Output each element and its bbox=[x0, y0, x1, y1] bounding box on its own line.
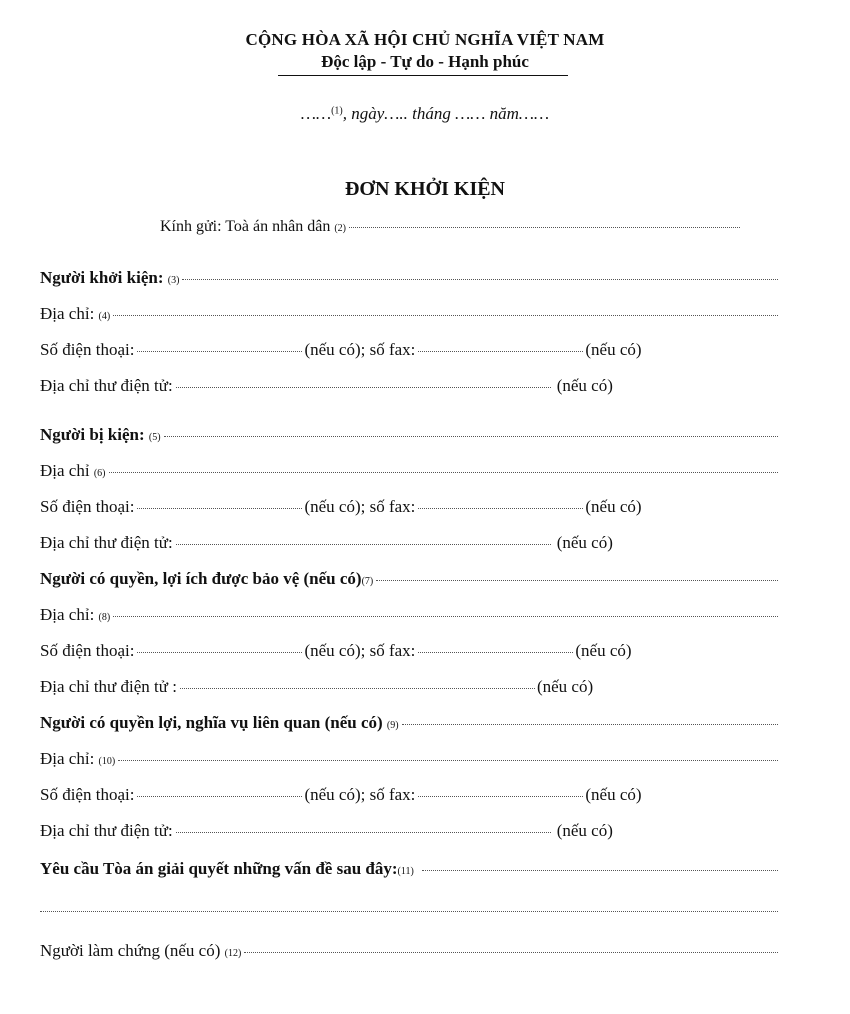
motto-underline bbox=[278, 75, 568, 76]
witness-label: Người làm chứng (nếu có) bbox=[40, 941, 221, 960]
related-party-address-field[interactable] bbox=[118, 760, 778, 761]
related-party-phone-label: Số điện thoại: bbox=[40, 785, 135, 804]
plaintiff-name-row: Người khởi kiện: (3) bbox=[40, 268, 778, 294]
plaintiff-address-field[interactable] bbox=[113, 315, 778, 316]
defendant-fax-suffix: (nếu có) bbox=[585, 497, 642, 516]
related-party-email-row bbox=[40, 821, 778, 847]
protected-party-phone-suffix: (nếu có); số fax: bbox=[304, 641, 416, 660]
national-motto: Độc lập - Tự do - Hạnh phúc bbox=[321, 52, 529, 71]
addressee-line: Kính gửi: Toà án nhân dân (2) bbox=[160, 218, 740, 244]
protected-party-phone-row bbox=[40, 641, 778, 667]
defendant-address-field[interactable] bbox=[109, 472, 779, 473]
request-field[interactable] bbox=[422, 870, 778, 871]
defendant-phone-label: Số điện thoại: bbox=[40, 497, 135, 516]
protected-party-address-field[interactable] bbox=[113, 616, 778, 617]
protected-party-email-row bbox=[40, 677, 778, 703]
addressee-field[interactable] bbox=[349, 227, 740, 228]
protected-party-address-row: Địa chỉ: (8) bbox=[40, 605, 778, 631]
defendant-email-label: Địa chỉ thư điện tử: bbox=[40, 533, 173, 552]
date-line bbox=[0, 104, 850, 124]
protected-party-phone-label: Số điện thoại: bbox=[40, 641, 135, 660]
protected-party-name-field[interactable] bbox=[376, 580, 778, 581]
protected-party-address-label: Địa chỉ: bbox=[40, 605, 95, 624]
plaintiff-address-label: Địa chỉ: bbox=[40, 304, 95, 323]
national-title: CỘNG HÒA XÃ HỘI CHỦ NGHĨA VIỆT NAM bbox=[245, 30, 605, 49]
defendant-address-label: Địa chỉ bbox=[40, 461, 90, 480]
defendant-address-row: Địa chỉ (6) bbox=[40, 461, 778, 487]
plaintiff-email-row bbox=[40, 376, 778, 402]
defendant-phone-row bbox=[40, 497, 778, 523]
plaintiff-phone-row bbox=[40, 340, 778, 366]
defendant-email-row bbox=[40, 533, 778, 559]
plaintiff-email-field[interactable] bbox=[176, 387, 551, 388]
request-row: Yêu cầu Tòa án giải quyết những vấn đề sau đây: (11) bbox=[40, 859, 778, 885]
plaintiff-address-row: Địa chỉ: (4) bbox=[40, 304, 778, 330]
witness-row: Người làm chứng (nếu có) (12) bbox=[40, 941, 778, 967]
protected-party-fax-suffix: (nếu có) bbox=[575, 641, 632, 660]
date-note: (1) bbox=[331, 105, 343, 117]
related-party-name-field[interactable] bbox=[402, 724, 778, 725]
protected-party-email-field[interactable] bbox=[180, 688, 535, 689]
witness-field[interactable] bbox=[244, 952, 778, 953]
related-party-address-row: Địa chỉ: (10) bbox=[40, 749, 778, 775]
request-continuation-field[interactable] bbox=[40, 911, 778, 912]
defendant-phone-suffix: (nếu có); số fax: bbox=[304, 497, 416, 516]
related-party-name-row: Người có quyền lợi, nghĩa vụ liên quan (nếu có) (9) bbox=[40, 713, 778, 739]
date-place-dots: …… bbox=[300, 104, 332, 123]
defendant-email-field[interactable] bbox=[176, 544, 551, 545]
document-title: ĐƠN KHỞI KIỆN bbox=[344, 178, 506, 200]
related-party-phone-field[interactable] bbox=[137, 796, 302, 797]
plaintiff-name-field[interactable] bbox=[182, 279, 778, 280]
related-party-name-label: Người có quyền lợi, nghĩa vụ liên quan (nếu có) bbox=[40, 713, 383, 732]
related-party-fax-field[interactable] bbox=[418, 796, 583, 797]
plaintiff-name-label: Người khởi kiện: bbox=[40, 268, 164, 287]
defendant-phone-field[interactable] bbox=[137, 508, 302, 509]
related-party-phone-row bbox=[40, 785, 778, 811]
defendant-name-label: Người bị kiện: bbox=[40, 425, 145, 444]
protected-party-fax-field[interactable] bbox=[418, 652, 573, 653]
plaintiff-email-label: Địa chỉ thư điện tử: bbox=[40, 376, 173, 395]
plaintiff-fax-field[interactable] bbox=[418, 351, 583, 352]
request-label: Yêu cầu Tòa án giải quyết những vấn đề sau đây: bbox=[40, 859, 398, 878]
defendant-name-field[interactable] bbox=[164, 436, 778, 437]
protected-party-phone-field[interactable] bbox=[137, 652, 302, 653]
defendant-fax-field[interactable] bbox=[418, 508, 583, 509]
date-text: , ngày….. tháng …… năm…… bbox=[342, 104, 550, 123]
plaintiff-fax-suffix: (nếu có) bbox=[585, 340, 642, 359]
protected-party-name-label: Người có quyền, lợi ích được bảo vệ (nếu có) bbox=[40, 569, 362, 588]
protected-party-name-row: Người có quyền, lợi ích được bảo vệ (nếu có) (7) bbox=[40, 569, 778, 595]
plaintiff-phone-field[interactable] bbox=[137, 351, 302, 352]
related-party-fax-suffix: (nếu có) bbox=[585, 785, 642, 804]
related-party-email-suffix: (nếu có) bbox=[556, 821, 613, 840]
plaintiff-phone-suffix: (nếu có); số fax: bbox=[304, 340, 416, 359]
related-party-phone-suffix: (nếu có); số fax: bbox=[304, 785, 416, 804]
plaintiff-email-suffix: (nếu có) bbox=[556, 376, 613, 395]
protected-party-email-label: Địa chỉ thư điện tử : bbox=[40, 677, 177, 696]
related-party-email-field[interactable] bbox=[176, 832, 551, 833]
related-party-email-label: Địa chỉ thư điện tử: bbox=[40, 821, 173, 840]
related-party-address-label: Địa chỉ: bbox=[40, 749, 95, 768]
protected-party-email-suffix: (nếu có) bbox=[536, 677, 594, 696]
defendant-email-suffix: (nếu có) bbox=[556, 533, 613, 552]
plaintiff-phone-label: Số điện thoại: bbox=[40, 340, 135, 359]
addressee-label: Kính gửi: Toà án nhân dân bbox=[160, 218, 331, 235]
defendant-name-row: Người bị kiện: (5) bbox=[40, 425, 778, 451]
